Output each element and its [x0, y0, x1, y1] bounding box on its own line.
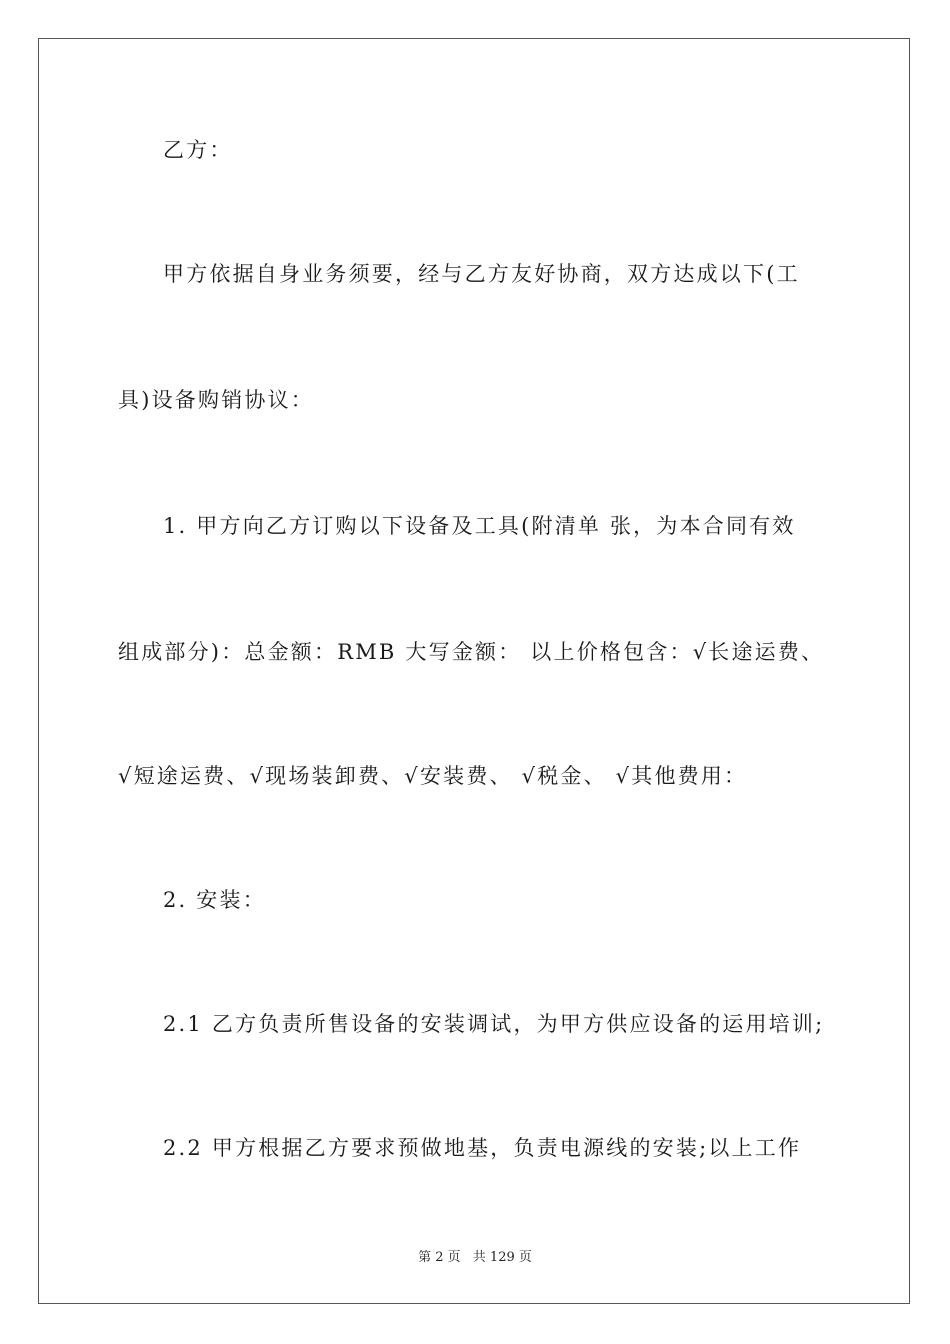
item-1-line-2: 组成部分)：总金额：RMB 大写金额： 以上价格包含：√长途运费、 [118, 640, 825, 664]
item-1-line-1: 1. 甲方向乙方订购以下设备及工具(附清单 张，为本合同有效 [163, 514, 796, 538]
item-2-2-line: 2.2 甲方根据乙方要求预做地基，负责电源线的安装;以上工作 [163, 1136, 802, 1160]
item-1-line-3: √短途运费、√现场装卸费、√安装费、 √税金、 √其他费用： [118, 764, 748, 788]
total-pages: 共 129 页 [472, 1250, 532, 1265]
intro-paragraph-line-1: 甲方依据自身业务须要，经与乙方友好协商，双方达成以下(工 [163, 262, 800, 286]
intro-paragraph-line-2: 具)设备购销协议： [118, 388, 314, 412]
item-2-1-line: 2.1 乙方负责所售设备的安装调试，为甲方供应设备的运用培训; [163, 1012, 825, 1036]
page-frame [38, 38, 910, 1304]
page-number: 第 2 页 [418, 1250, 461, 1265]
party-b-label: 乙方： [163, 138, 233, 162]
item-2-heading: 2. 安装： [163, 888, 266, 912]
page-footer [0, 1246, 950, 1265]
